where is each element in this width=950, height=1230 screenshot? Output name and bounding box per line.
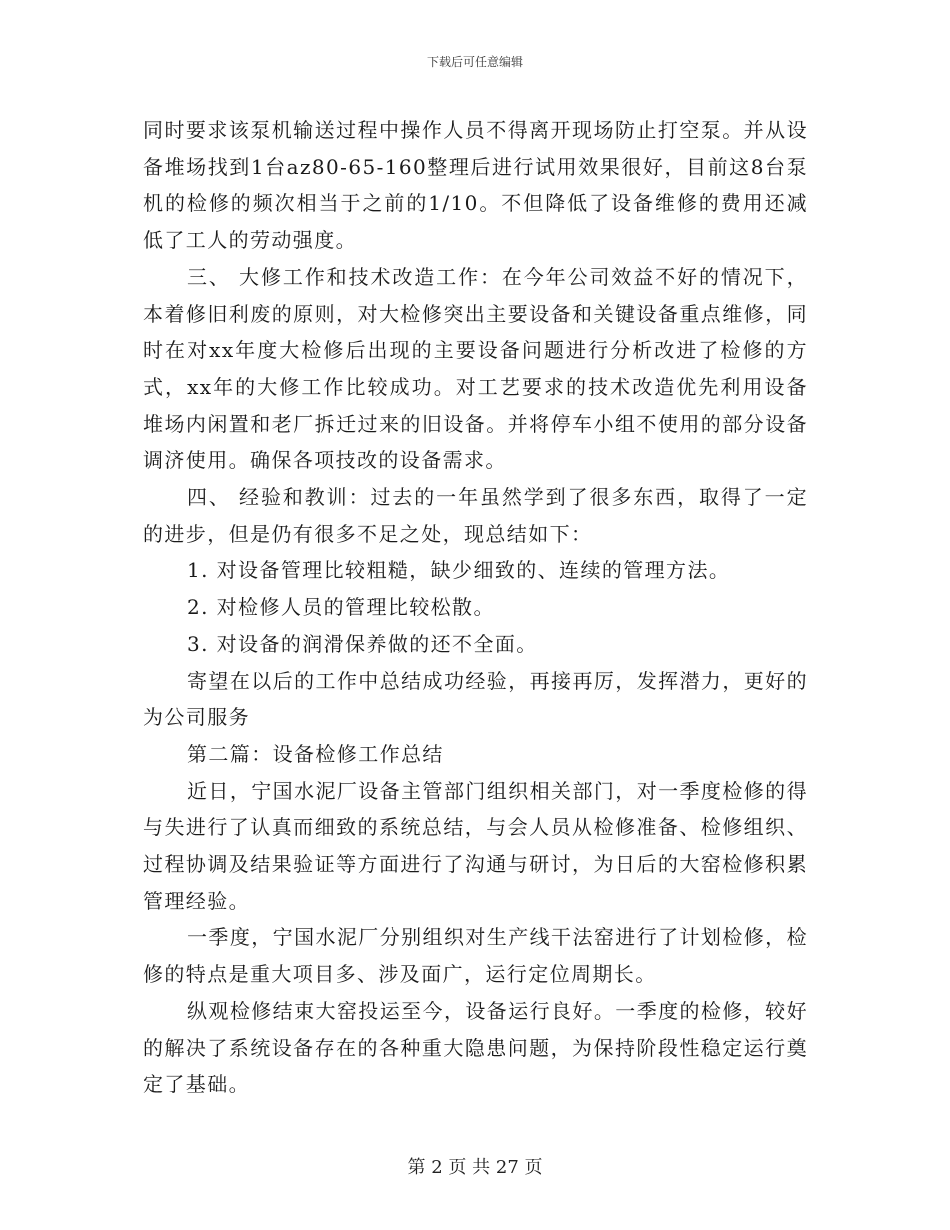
document-body: [143, 112, 808, 1103]
paragraph: 一季度，宁国水泥厂分别组织对生产线干法窑进行了计划检修，检修的特点是重大项目多、涉及面广，运行定位周期长。: [143, 925, 808, 987]
list-item: 2. 对检修人员的管理比较松散。: [187, 595, 495, 620]
page-prefix: 第: [407, 1157, 426, 1178]
section-four-paragraph: 四、 经验和教训：过去的一年虽然学到了很多东西，取得了一定的进步，但是仍有很多不足之处，现总结如下：: [143, 485, 808, 546]
list-item: 1. 对设备管理比较粗糙，缺少细致的、连续的管理方法。: [187, 558, 731, 583]
total-word: 共: [472, 1157, 491, 1178]
current-page-number: 2: [431, 1157, 443, 1178]
paragraph: 同时要求该泵机输送过程中操作人员不得离开现场防止打空泵。并从设备堆场找到1台az80-65-160整理后进行试用效果很好，目前这8台泵机的检修的频次相当于之前的1/10。不但降低了设备维修的费用还减低了工人的劳动强度。: [143, 118, 808, 253]
chapter-heading: 第二篇：设备检修工作总结: [187, 741, 444, 766]
page-suffix: 页: [524, 1157, 543, 1178]
list-item: 3. 对设备的润滑保养做的还不全面。: [187, 631, 538, 656]
paragraph: 近日，宁国水泥厂设备主管部门组织相关部门，对一季度检修的得与失进行了认真而细致的系统总结，与会人员从检修准备、检修组织、过程协调及结果验证等方面进行了沟通与研讨，为日后的大窑检修积累管理经验。: [143, 778, 808, 913]
page-number-footer: [0, 1153, 950, 1179]
page-word: 页: [448, 1157, 467, 1178]
paragraph: 纵观检修结束大窑投运至今，设备运行良好。一季度的检修，较好的解决了系统设备存在的各种重大隐患问题，为保持阶段性稳定运行奠定了基础。: [143, 998, 808, 1097]
total-page-count: 27: [495, 1157, 519, 1178]
page-header: 下载后可任意编辑: [426, 55, 523, 69]
section-three-paragraph: 三、 大修工作和技术改造工作：在今年公司效益不好的情况下，本着修旧利废的原则，对大检修突出主要设备和关键设备重点维修，同时在对xx年度大检修后出现的主要设备问题进行分析改进了检修的方式，xx年的大修工作比较成功。对工艺要求的技术改造优先利用设备堆场内闲置和老厂拆迁过来的旧设备。并将停车小组不使用的部分设备调济使用。确保各项技改的设备需求。: [143, 264, 808, 473]
paragraph: 寄望在以后的工作中总结成功经验，再接再厉，发挥潜力，更好的为公司服务: [143, 668, 808, 730]
